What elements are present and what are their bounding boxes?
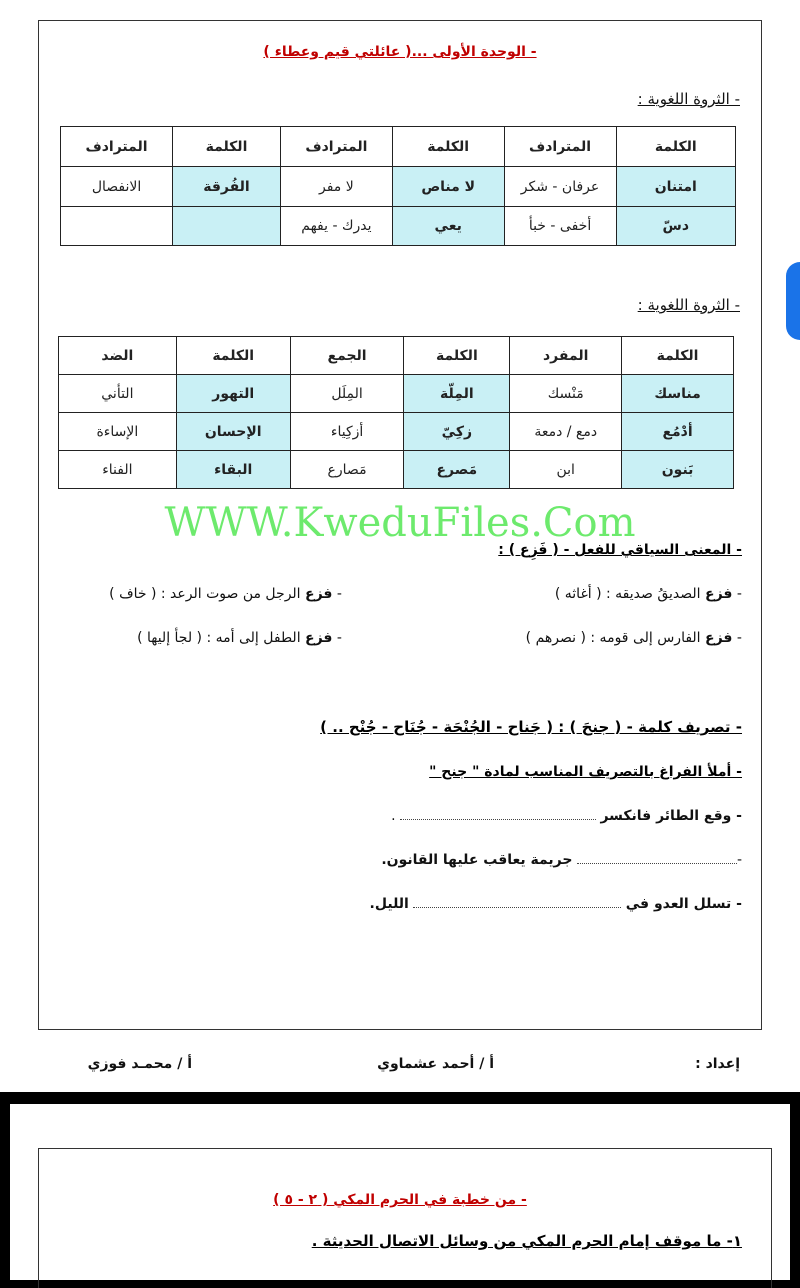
table-header: المترادف [504,127,616,167]
table-cell: مَصارع [290,451,404,489]
verb: فزع [705,630,733,646]
table-row [59,413,734,451]
table-header: المفرد [510,337,622,375]
table-header-row [61,127,736,167]
table-header: الكلمة [173,127,281,167]
table-header: الكلمة [616,127,735,167]
conjugation-heading: - تصريف كلمة - ( جنحَ ) : ( جَناح - الجُنْحَة - جُنَاح - جُنْح .. ) [320,718,742,736]
synonyms-table [60,126,736,246]
table-cell: الانفصال [61,167,173,207]
vocab-heading-1: - الثروة اللغوية : [637,90,740,108]
table-header: المترادف [280,127,392,167]
context-example: - فزع الرجل من صوت الرعد : ( خاف ) [109,586,342,602]
table-cell: مَنْسك [510,375,622,413]
table-header: الكلمة [622,337,734,375]
table-cell: الفُرقة [173,167,281,207]
table-row [59,375,734,413]
table-cell: البقاء [176,451,290,489]
question-1: ١- ما موقف إمام الحرم المكي من وسائل الاتصال الحديثة . [311,1232,742,1250]
example-text: الرجل من صوت الرعد : ( خاف ) [109,586,306,602]
scroll-handle[interactable] [786,262,800,340]
lesson-title: - من خطبة في الحرم المكي ( ٢ - ٥ ) [273,1192,527,1208]
table-header-row [59,337,734,375]
table-cell: أزكِياء [290,413,404,451]
example-text: الصديقُ صديقه : ( أغاثه ) [554,586,706,602]
verb: فزع [305,630,333,646]
table-cell [173,207,281,246]
context-example: - فزع الصديقُ صديقه : ( أغاثه ) [554,586,742,602]
context-example: - فزع الفارس إلى قومه : ( نصرهم ) [525,630,742,646]
unit-title: - الوحدة الأولى ...( عائلتي قيم وعطاء ) [263,44,537,60]
table-cell: بَنون [622,451,734,489]
fill-sentence-1: - وقع الطائر فانكسر . [391,808,742,824]
sentence-text: جريمة يعاقب عليها القانون. [381,852,573,868]
example-text: الفارس إلى قومه : ( نصرهم ) [525,630,706,646]
table-row [61,207,736,246]
table-cell: الإحسان [176,413,290,451]
sentence-text: - وقع الطائر فانكسر [600,808,742,824]
author-name: أ / أحمد عشماوي [377,1056,494,1072]
table-cell: امتنان [616,167,735,207]
blank-line[interactable] [413,897,621,908]
table-cell: دسّ [616,207,735,246]
table-cell: الإساءة [59,413,177,451]
context-heading: - المعنى السياقي للفعل - ( فَزِع ) : [498,542,742,558]
author-name: أ / محمـد فوزي [87,1056,192,1072]
table-cell: الفناء [59,451,177,489]
table-header: الضد [59,337,177,375]
blank-line[interactable] [577,853,737,864]
fill-sentence-2: - جريمة يعاقب عليها القانون. [381,852,742,868]
table-cell: يعي [392,207,504,246]
table-cell: لا مفر [280,167,392,207]
table-cell: مناسك [622,375,734,413]
table-cell: المِلّة [404,375,510,413]
table-row [59,451,734,489]
table-cell: أدْمُع [622,413,734,451]
table-cell [61,207,173,246]
table-header: الكلمة [404,337,510,375]
fill-instruction: - أملأ الفراغ بالتصريف المناسب لمادة " جنح " [429,764,742,780]
table-header: المترادف [61,127,173,167]
table-cell: المِلَل [290,375,404,413]
table-cell: التهور [176,375,290,413]
table-cell: زكِيّ [404,413,510,451]
table-cell: مَصرع [404,451,510,489]
table-cell: عرفان - شكر [504,167,616,207]
prepared-by-label: إعداد : [695,1056,740,1072]
plural-antonym-table [58,336,734,489]
watermark: WWW.KweduFiles.Com [164,500,636,546]
context-example: - فزع الطفل إلى أمه : ( لجأ إليها ) [137,630,342,646]
example-text: الطفل إلى أمه : ( لجأ إليها ) [137,630,306,646]
table-cell: أخفى - خبأ [504,207,616,246]
table-cell: التأني [59,375,177,413]
sentence-text: الليل. [369,896,409,912]
table-cell: ابن [510,451,622,489]
table-header: الكلمة [392,127,504,167]
page-border [38,1148,772,1288]
verb: فزع [305,586,333,602]
table-header: الجمع [290,337,404,375]
table-row [61,167,736,207]
sentence-text: - تسلل العدو في [625,896,742,912]
table-cell: يدرك - يفهم [280,207,392,246]
table-cell: دمع / دمعة [510,413,622,451]
verb: فزع [705,586,733,602]
table-header: الكلمة [176,337,290,375]
fill-sentence-3 [340,896,742,912]
worksheet-page-2 [10,1104,790,1280]
table-cell: لا مناص [392,167,504,207]
vocab-heading-2: - الثروة اللغوية : [637,296,740,314]
blank-line[interactable] [400,809,596,820]
